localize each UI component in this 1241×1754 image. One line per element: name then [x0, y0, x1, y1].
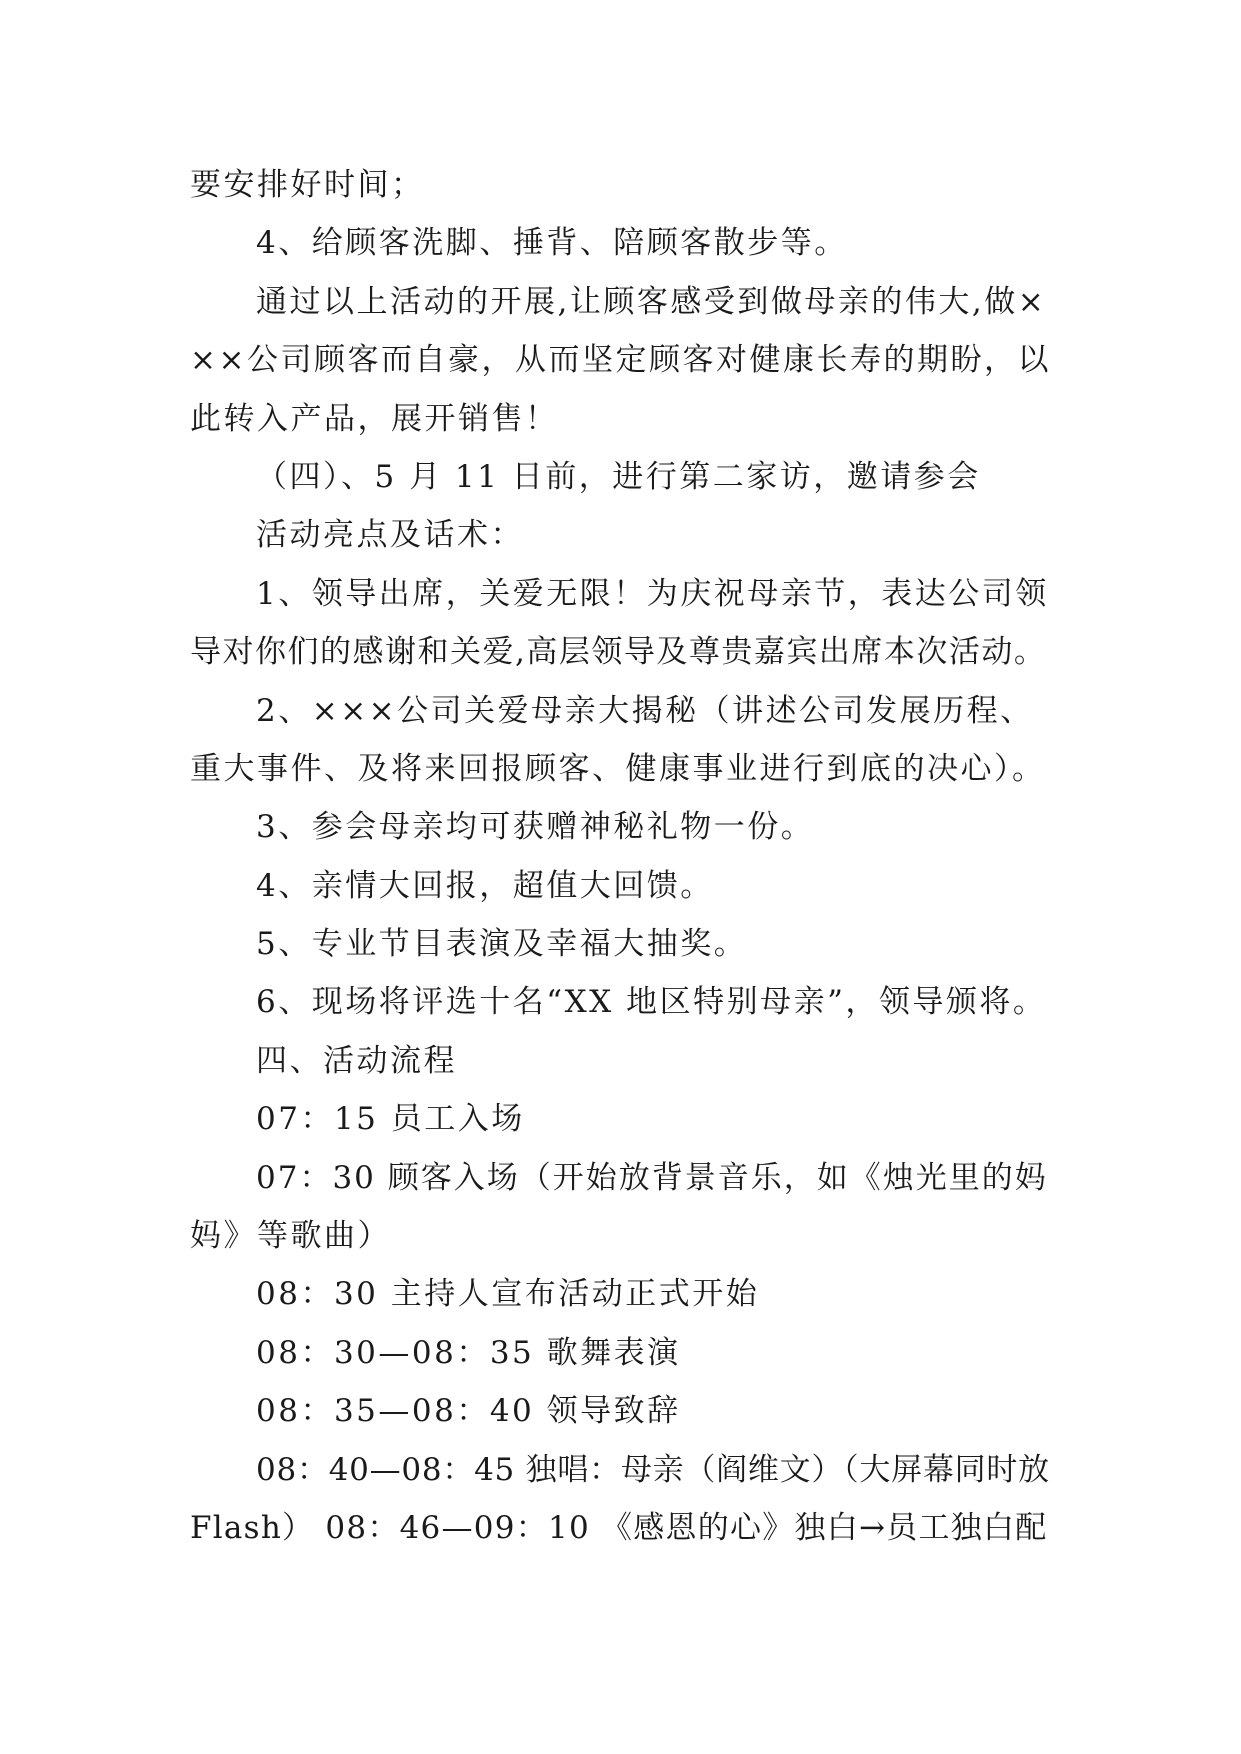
text-line: 活动亮点及话术： — [256, 517, 524, 554]
text-line: 4、亲情大回报，超值大回馈。 — [256, 867, 714, 904]
text-line: 要安排好时间； — [190, 167, 425, 203]
text-line: 3、参会母亲均可获赠神秘礼物一份。 — [256, 809, 815, 846]
text-line: 重大事件、及将来回报顾客、健康事业进行到底的决心）。 — [190, 750, 1046, 787]
text-line: 4、给顾客洗脚、捶背、陪顾客散步等。 — [256, 225, 848, 262]
text-line: Flash） 08：46—09：10 《感恩的心》独白→员工独白配 — [190, 1509, 1048, 1546]
text-line: 07：15 员工入场 — [256, 1101, 525, 1138]
text-line: 导对你们的感谢和关爱,高层领导及尊贵嘉宾出席本次活动。 — [190, 634, 1047, 671]
text-line: 6、现场将评选十名“XX 地区特别母亲”，领导颁将。 — [256, 984, 1047, 1021]
text-line: （四）、5 月 11 日前，进行第二家访，邀请参会 — [256, 458, 981, 495]
text-line: 1、领导出席，关爱无限！为庆祝母亲节，表达公司领 — [256, 575, 1049, 612]
text-line: 08：35—08：40 领导致辞 — [256, 1393, 681, 1430]
text-line: 07：30 顾客入场（开始放背景音乐，如《烛光里的妈 — [256, 1159, 1048, 1196]
text-line: ××公司顾客而自豪，从而坚定顾客对健康长寿的期盼，以 — [190, 342, 1051, 379]
text-line: 08：30 主持人宣布活动正式开始 — [256, 1276, 760, 1313]
text-line: 08：40—08：45 独唱：母亲（阎维文）（大屏幕同时放 — [256, 1451, 1050, 1488]
text-line: 5、专业节目表演及幸福大抽奖。 — [256, 926, 748, 963]
text-line: 四、活动流程 — [256, 1042, 457, 1079]
text-line: 08：30—08：35 歌舞表演 — [256, 1334, 681, 1371]
text-line: 2、×××公司关爱母亲大揭秘（讲述公司发展历程、 — [256, 692, 1034, 729]
text-line: 妈》等歌曲） — [190, 1218, 391, 1255]
document-body — [190, 156, 1052, 1557]
text-line: 此转入产品，展开销售！ — [190, 400, 559, 437]
text-line: 通过以上活动的开展,让顾客感受到做母亲的伟大,做× — [256, 283, 1047, 320]
